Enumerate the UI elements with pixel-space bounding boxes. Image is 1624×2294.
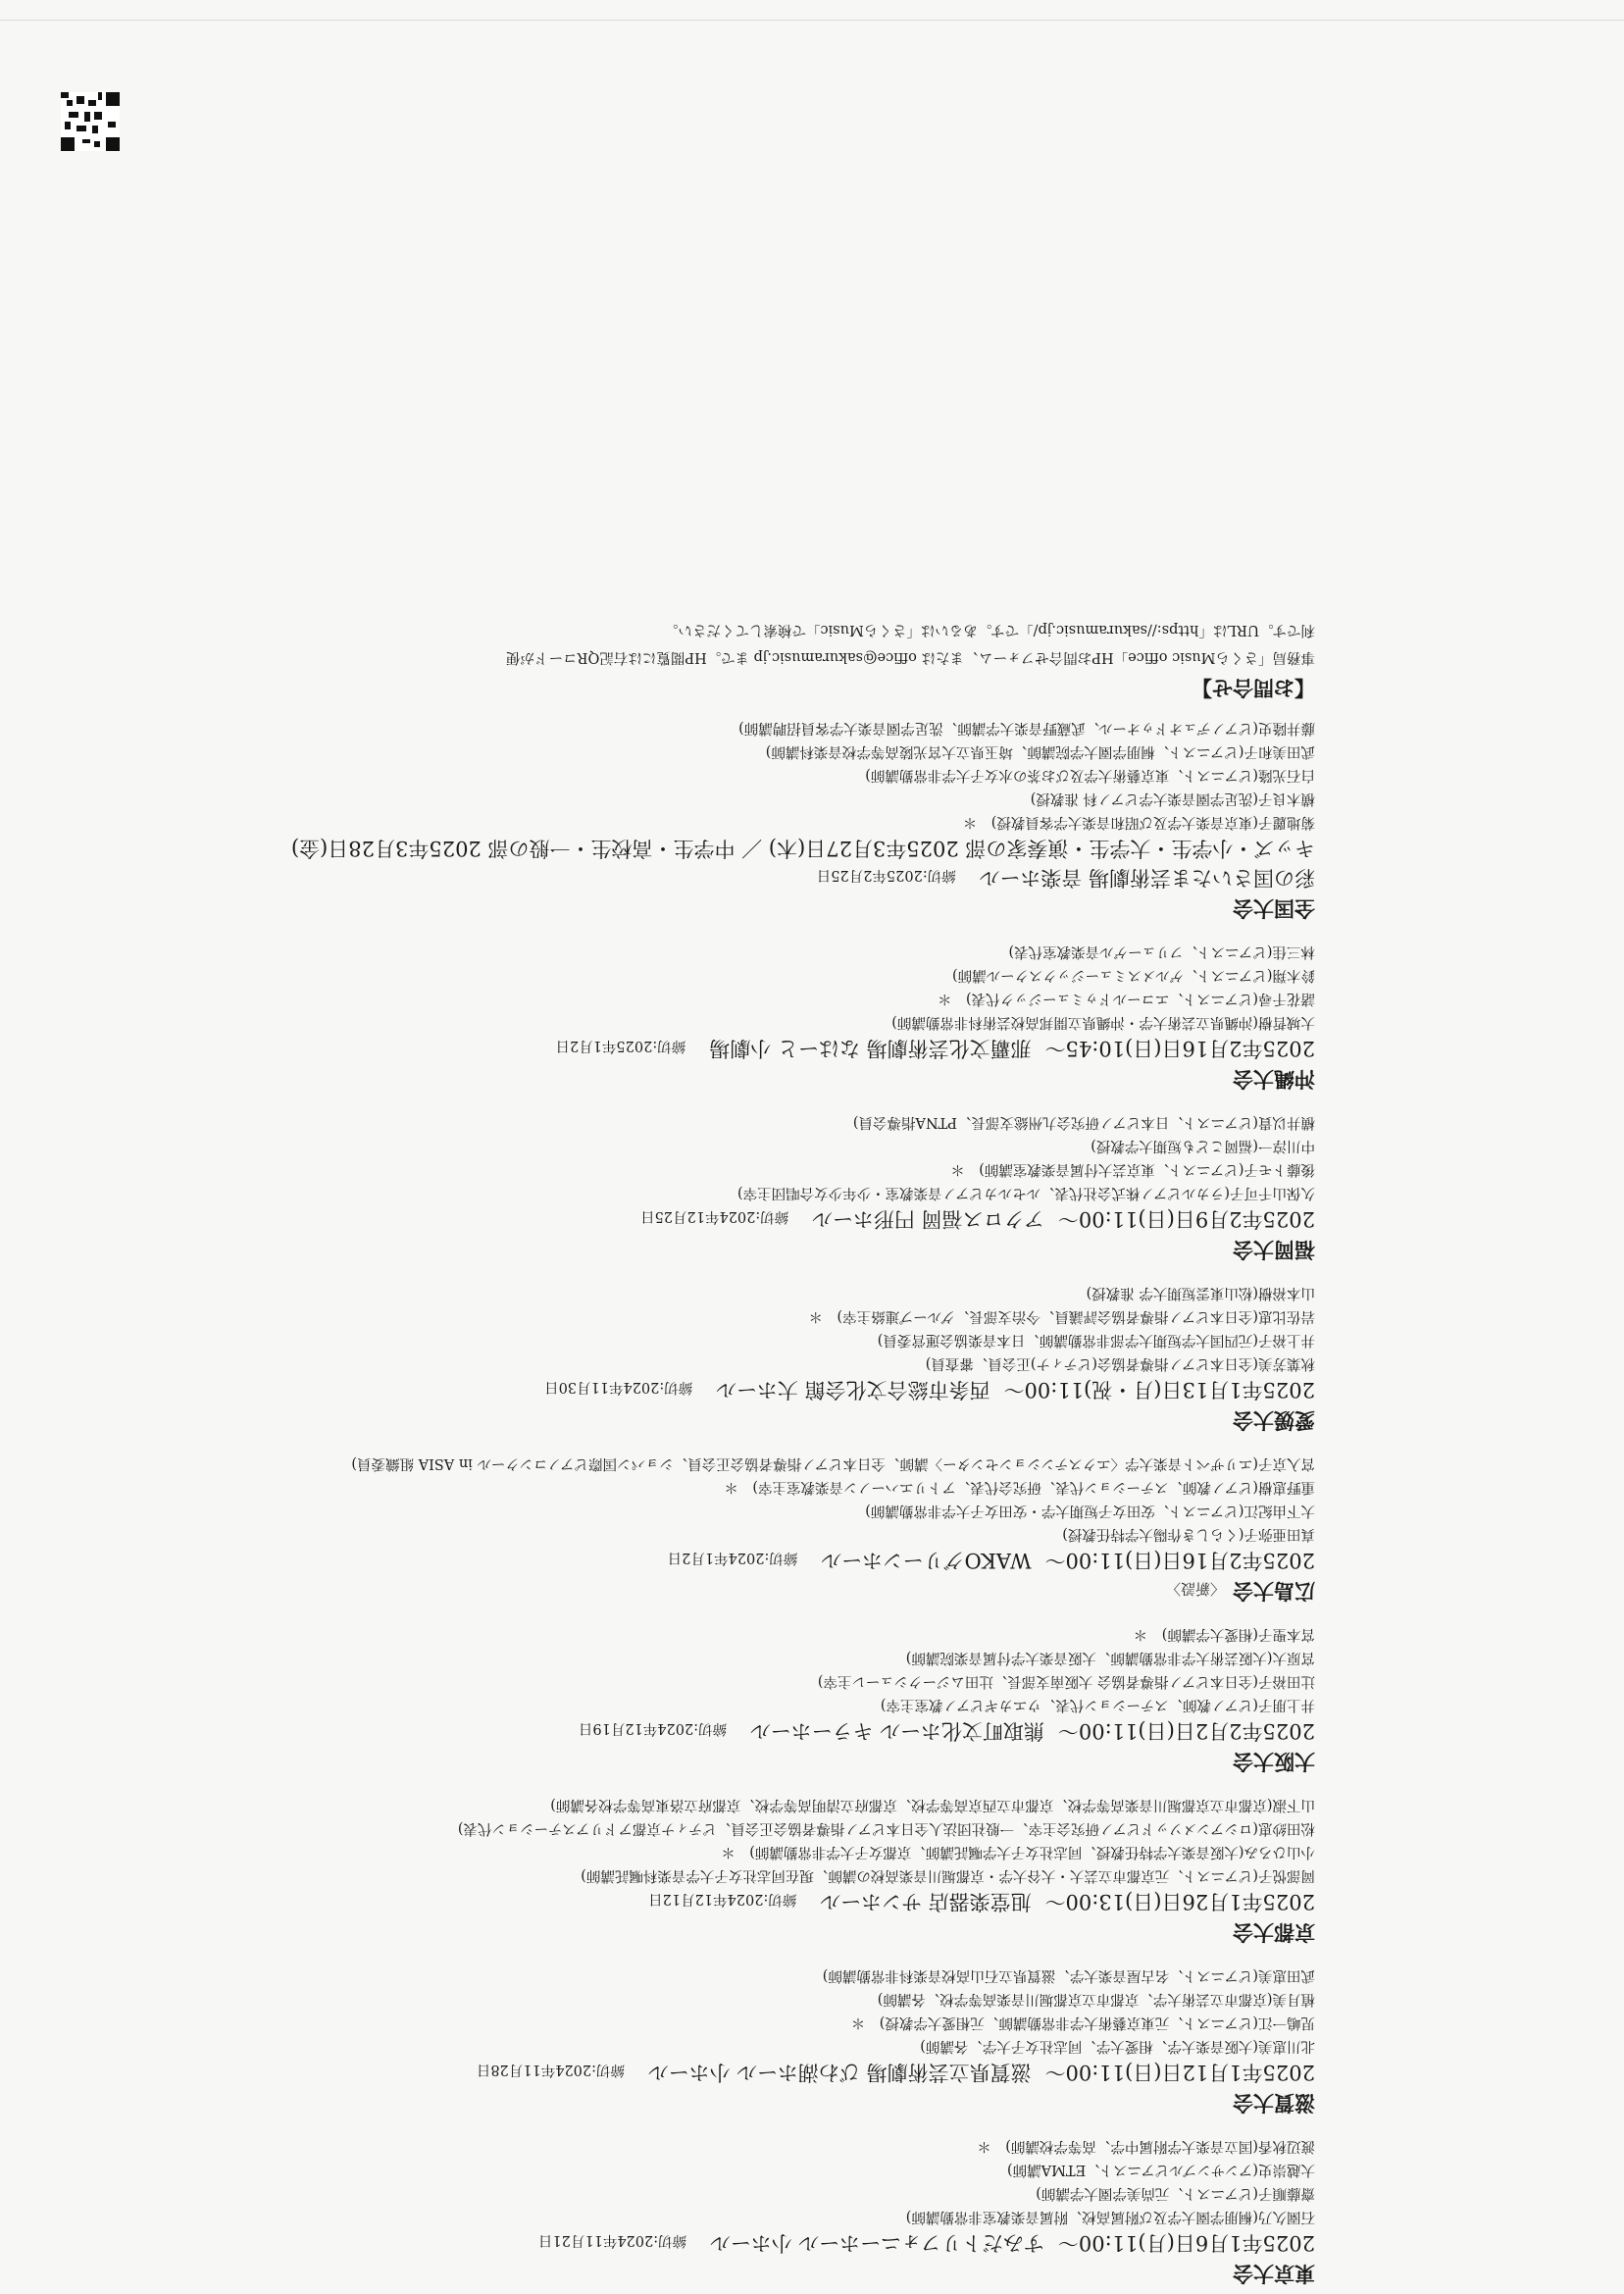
event-date: 2025年1月6日(月)11:00〜 [1057, 2231, 1315, 2255]
venue-section [11, 1793, 1315, 1948]
event-venue: 旭堂楽器店 サンホール [820, 1890, 1032, 1913]
section-heading [11, 2258, 1315, 2289]
contact-heading: 【お問合せ】 [1192, 676, 1315, 699]
judge-line: 大下由紀江(ピアニスト、安田女子短期大学・安田女子大学非常勤講師) [865, 1503, 1315, 1518]
judge-line: 山本裕樹(松山東雲短期大学 准教授) [1086, 1285, 1315, 1300]
contact-text: 利です。URLは「https://sakuramusic.jp/」です。あるいは「さくらMusic」で検索してください。 [663, 622, 1315, 637]
event-venue: 彩の国さいたま芸術劇場 音楽ホール [979, 866, 1315, 890]
judge-line: 岡部悦子(ピアニスト、元京都市立芸大・大谷大学・京都堀川音楽高校の講師、現在同志社女子大学音楽科嘱託講師) [581, 1867, 1315, 1883]
event-date: 2025年1月12日(日)11:00〜 [1044, 2061, 1315, 2084]
judge-line: 宮原大(大阪芸術大学非常勤講師、大阪音楽大学付属音楽院講師) [905, 1650, 1315, 1665]
judge-line: 辻田裕子(全日本ピアノ指導者協会 大阪南支部長、辻田ムジークシューレ主宰) [817, 1673, 1315, 1689]
judge-line: 真田亜弥子(くらしき作陽大学特任教授) [1062, 1526, 1315, 1542]
judge-line: 白石光隆(ピアニスト、東京藝術大学及びお茶の水女子大学非常勤講師) [865, 767, 1315, 783]
venue-section [11, 1452, 1315, 1606]
event-date: 2025年2月9日(日)11:00〜 [1057, 1207, 1315, 1231]
event-venue: WAKOグリーンホール [821, 1549, 1032, 1572]
section-title: 愛媛大会 [1233, 1408, 1315, 1432]
judge-line: 横木良子(洗足学園音楽大学ピアノ科 准教授) [1030, 790, 1315, 806]
venue-section [11, 1622, 1315, 1777]
judge-line: 齋藤順子(ピアニスト、元尚美学園大学講師) [1036, 2185, 1315, 2201]
event-line [11, 2058, 1315, 2087]
event-line [11, 1546, 1315, 1575]
section-title: 大阪大会 [1233, 1750, 1315, 1773]
section-note: 〈新設〉 [1165, 1580, 1225, 1598]
section-heading [11, 2087, 1315, 2118]
judge-line: 山下淑(京都市立京都堀川音楽高等学校、京都市立西京高等学校、京都府立清明高等学校、京都府立洛東高等学校各講師) [550, 1797, 1315, 1812]
event-venue: 那覇文化芸術劇場 なはーと 小劇場 [709, 1037, 1032, 1060]
judge-line: 松田紗恵(ロシアンメソッドピアノ研究会主宰、一般社団法人全日本ピアノ指導者協会正会員、ピティナ京都アドリアステーション代表) [457, 1820, 1315, 1836]
judge-line: 藤井隆史(ピアノデュオドゥオール、武蔵野音楽大学講師、洗足学園音楽大学客員招聘講師) [738, 720, 1315, 736]
judge-line: 児嶋一江(ピアニスト、元東京藝術大学非常勤講師、元相愛大学教授) ＊ [850, 2014, 1315, 2030]
venue-section [11, 940, 1315, 1095]
event-date: 2025年1月13日(月・祝)11:00〜 [1003, 1378, 1315, 1402]
event-line [11, 1204, 1315, 1234]
judge-line: 後藤トモ子(ピアニスト、東京芸大付属音楽教室講師) ＊ [950, 1161, 1315, 1177]
event-line [11, 2228, 1315, 2258]
section-heading [11, 1234, 1315, 1265]
judge-line: 石園久乃(桐朋学園大学及び附属高校、附属音楽教室非常勤講師) [905, 2209, 1315, 2224]
section-title: 広島大会 [1233, 1579, 1315, 1603]
section-title: 滋賀大会 [1233, 2091, 1315, 2115]
judge-line: 井上朋子(ピアノ教師、ステーション代表、ウエカギピアノ教室主宰) [880, 1697, 1315, 1712]
event-line [11, 1887, 1315, 1916]
judge-line: 渡辺秋香(国立音楽大学附属中学、高等学校講師) ＊ [977, 2138, 1315, 2154]
judge-line: 宮入京子(エリザベト音楽大学〈エクステンションセンター〉講師、全日本ピアノ指導者協会正会員、ショパン国際ピアノコンクール in ASIA 組織委員) [351, 1455, 1315, 1471]
judge-line: 秋葉芳美(全日本ピアノ指導者協会(ピティナ)正会員、審査員) [925, 1355, 1315, 1371]
judge-line: 重野恵樹(ピアノ教師、ステーション代表、研究会代表、アトリエハーノン音楽教室主宰) ＊ [724, 1479, 1315, 1495]
venue-section [11, 2134, 1315, 2289]
section-heading [11, 892, 1315, 924]
judge-line: 岩佐比恵(全日本ピアノ指導者協会評議員、今治支部長、グループ連絡主宰) ＊ [808, 1308, 1315, 1324]
venue-section [11, 716, 1315, 924]
event-line [11, 1375, 1315, 1404]
event-deadline: 締切:2024年12月19日 [578, 1720, 728, 1736]
event-venue: 熊取町文化ホール キラーホール [750, 1719, 1044, 1743]
event-line [11, 1716, 1315, 1746]
judge-line: 大越崇史(アンサンブルピアニスト、ETMA講師) [1007, 2162, 1315, 2177]
judge-line: 鈴木翔(ピアニスト、ゲルメスミュージックスクール講師) [951, 967, 1315, 983]
section-title: 福岡大会 [1233, 1238, 1315, 1261]
judge-line: 北川恵美(大阪音楽大学、相愛大学、同志社女子大学、各講師) [920, 2038, 1315, 2054]
event-deadline: 締切:2025年1月2日 [555, 1038, 686, 1053]
section-title: 全国大会 [1233, 896, 1315, 920]
judge-line: 宮本聖子(相愛大学講師) ＊ [1133, 1626, 1315, 1642]
venue-section [11, 1963, 1315, 2118]
judge-line: 武田美和子(ピアニスト、桐朋学園大学院講師、埼玉県立大宮光陵高等学校音楽科講師) [765, 743, 1315, 759]
event-deadline: 締切:2024年11月28日 [476, 2062, 626, 2077]
judge-line: 諸花千尋(ピアニスト、エコールドゥミュージック代表) ＊ [937, 991, 1315, 1006]
judge-line: 横井以貴(ピアニスト、日本ピアノ研究会九州総支部長、PTNA指導会員) [852, 1114, 1315, 1130]
event-date: 2025年2月16日(日)10:45〜 [1044, 1037, 1315, 1060]
document-content [11, 616, 1315, 2293]
event-venue: アクロス福岡 円形ホール [812, 1207, 1044, 1231]
scan-edge-line [0, 20, 1624, 21]
event-deadline: 締切:2025年2月25日 [816, 867, 956, 883]
event-deadline: 締切:2024年12月12日 [648, 1891, 797, 1907]
section-heading [11, 1575, 1315, 1606]
event-venue: 滋賀県立芸術劇場 びわ湖ホール 小ホール [648, 2061, 1032, 2084]
judge-line: 武田恵美(ピアニスト、名古屋音楽大学、滋賀県立石山高校音楽科非常勤講師) [822, 1967, 1315, 1983]
event-venue: 西条市総合文化会館 大ホール [716, 1378, 990, 1402]
judge-line: 小山ひろみ(大阪音楽大学特任教授、同志社女子大学嘱託講師、京都女子大学非常勤講師) ＊ [721, 1844, 1315, 1860]
event-line [11, 1034, 1315, 1063]
judge-line: 菊地麗子(東京音楽大学及び昭和音楽大学客員教授) ＊ [962, 814, 1315, 830]
section-heading [11, 1404, 1315, 1436]
judge-line: 中川淳一(福岡こども短期大学教授) [1091, 1138, 1315, 1153]
section-title: 東京大会 [1233, 2262, 1315, 2285]
judge-line: 植月美(京都市立芸術大学、京都市立京都堀川音楽高等学校、各講師) [877, 1991, 1315, 2007]
event-venue: すみだトリフォニーホール 小ホール [710, 2231, 1044, 2255]
judge-line: 林三佳(ピアニスト、フリューゲル音楽教室代表) [1008, 943, 1315, 959]
section-heading [11, 1063, 1315, 1095]
section-heading [11, 1746, 1315, 1777]
event-date: 2025年2月2日(日)11:00〜 [1057, 1719, 1315, 1743]
venue-section [11, 1281, 1315, 1436]
event-schedule: キッズ・小学生・大学生・演奏家の部 2025年3月27日(木) ／ 中学生・高校生・一般の部 2025年3月28日(金) [290, 837, 1315, 860]
section-title: 京都大会 [1233, 1920, 1315, 1944]
contact-text: 事務局「さくらMusic office」HPお問合せフォーム、または office@sakuramusic.jp まで。HP閲覧には右記QRコードが便 [506, 649, 1315, 665]
event-deadline: 締切:2024年1月2日 [667, 1550, 798, 1565]
event-line [11, 863, 1315, 892]
event-deadline: 締切:2024年11月21日 [537, 2232, 687, 2248]
event-date: 2025年2月16日(日)11:00〜 [1044, 1549, 1315, 1572]
event-deadline: 締切:2024年11月30日 [544, 1379, 693, 1395]
event-deadline: 締切:2024年12月25日 [640, 1208, 789, 1224]
judge-line: 井上裕子(元四国大学短期大学部非常勤講師、日本音楽協会運営委員) [877, 1332, 1315, 1348]
event-date: 2025年1月26日(日)13:00〜 [1044, 1890, 1315, 1913]
venue-section [11, 1110, 1315, 1265]
section-title: 沖縄大会 [1233, 1067, 1315, 1091]
judge-line: 久保山千可子(ラカルピアノ株式会社代表、ルセルカピアノ音楽教室・少年少女合唱団主宰) [737, 1185, 1315, 1200]
qr-code-icon [61, 92, 120, 151]
judge-line: 大城哲樹(沖縄県立芸術大学・沖縄県立開邦高校芸術科非常勤講師) [891, 1014, 1315, 1030]
section-heading [11, 1916, 1315, 1948]
